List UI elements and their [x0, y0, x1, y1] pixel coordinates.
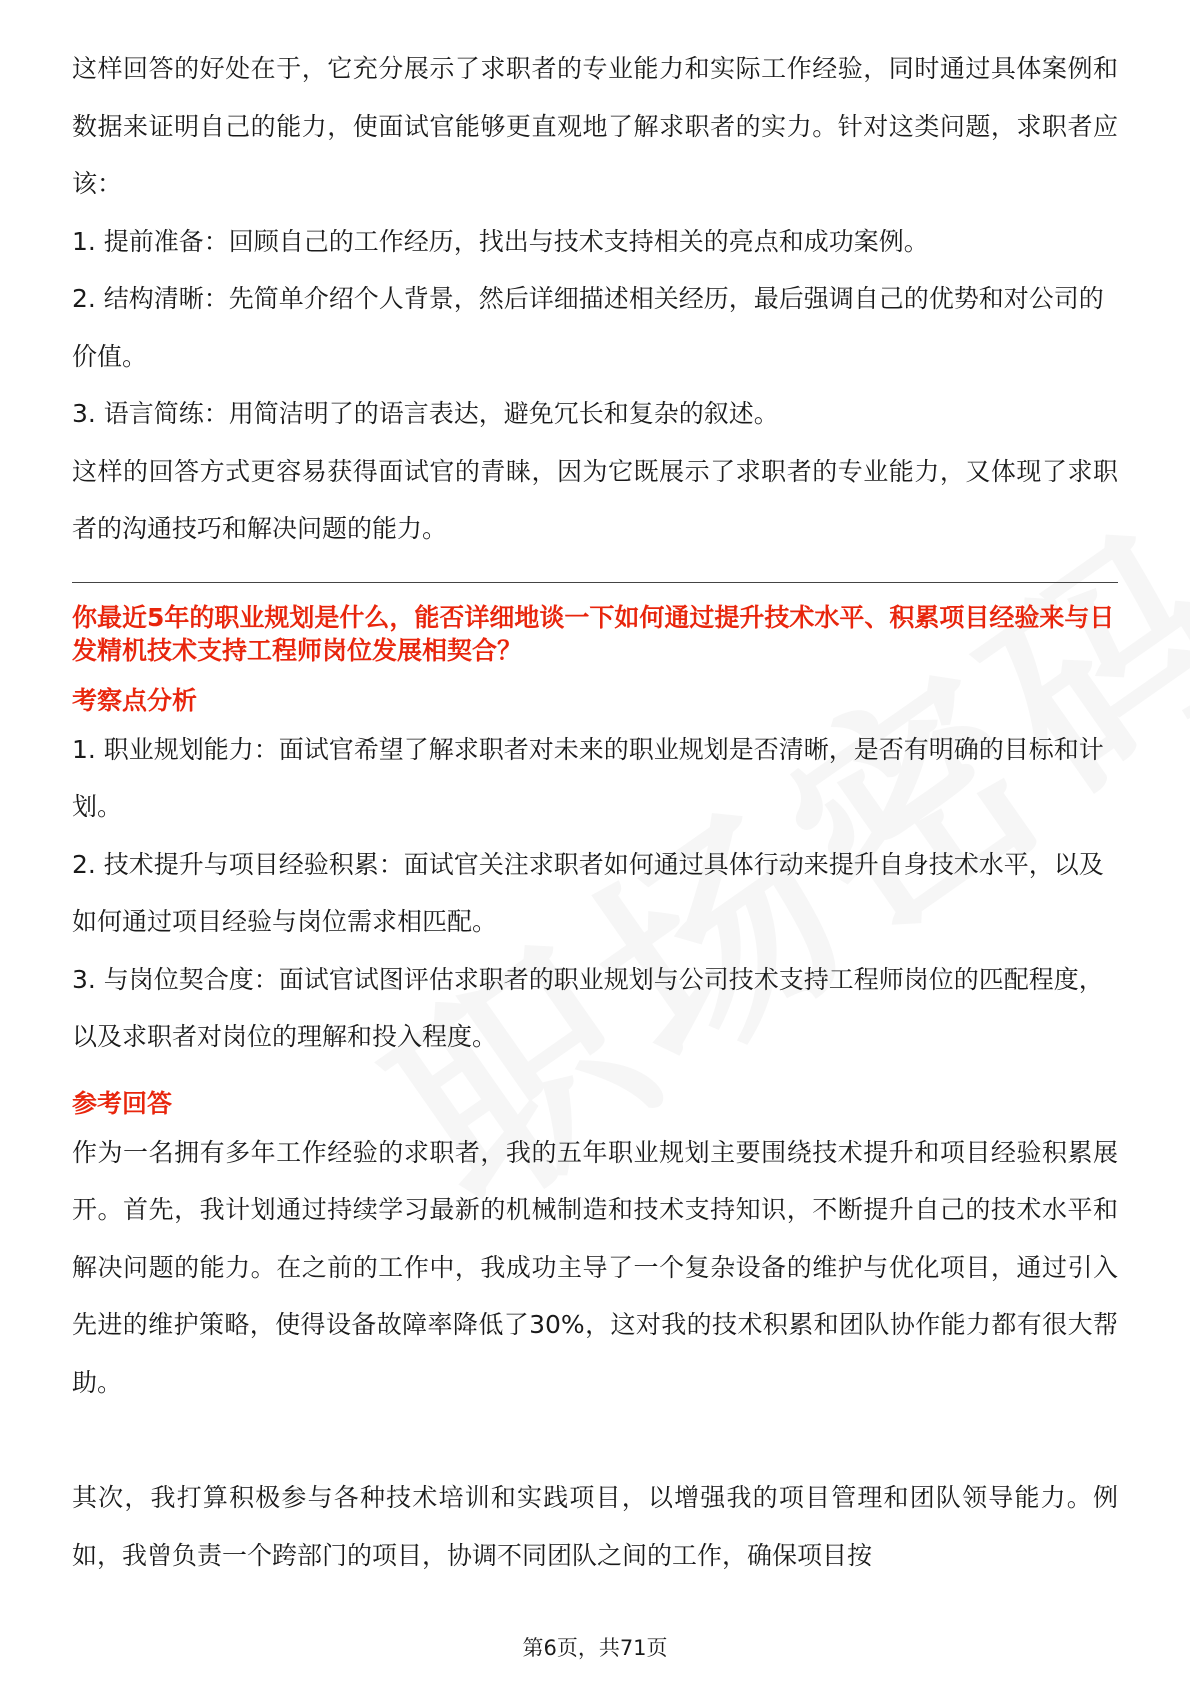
- page-footer: 第6页，共71页: [522, 1636, 668, 1660]
- analysis-item: 3. 与岗位契合度：面试官试图评估求职者的职业规划与公司技术支持工程师岗位的匹配程度，以及求职者对岗位的理解和投入程度。: [72, 964, 1104, 1051]
- intro-paragraph: 这样回答的好处在于，它充分展示了求职者的专业能力和实际工作经验，同时通过具体案例和数据来证明自己的能力，使面试官能够更直观地了解求职者的实力。针对这类问题，求职者应该：: [72, 54, 1118, 198]
- section-divider: [72, 582, 1118, 583]
- analysis-item: 1. 职业规划能力：面试官希望了解求职者对未来的职业规划是否清晰，是否有明确的目标和计划。: [72, 734, 1104, 821]
- answer-paragraph: 作为一名拥有多年工作经验的求职者，我的五年职业规划主要围绕技术提升和项目经验积累展开。首先，我计划通过持续学习最新的机械制造和技术支持知识，不断提升自己的技术水平和解决问题的能力。在之前的工作中，我成功主导了一个复杂设备的维护与优化项目，通过引入先进的维护策略，使得设备故障率降低了30%，这对我的技术积累和团队协作能力都有很大帮助。: [72, 1137, 1118, 1397]
- conclusion-paragraph: 这样的回答方式更容易获得面试官的青睐，因为它既展示了求职者的专业能力，又体现了求职者的沟通技巧和解决问题的能力。: [72, 456, 1118, 543]
- answer-paragraph: 其次，我打算积极参与各种技术培训和实践项目，以增强我的项目管理和团队领导能力。例如，我曾负责一个跨部门的项目，协调不同团队之间的工作，确保项目按: [72, 1483, 1118, 1570]
- analysis-item: 2. 技术提升与项目经验积累：面试官关注求职者如何通过具体行动来提升自身技术水平，以及如何通过项目经验与岗位需求相匹配。: [72, 849, 1104, 936]
- paragraph-spacer: [72, 1411, 1118, 1469]
- list-item: 1. 提前准备：回顾自己的工作经历，找出与技术支持相关的亮点和成功案例。: [72, 226, 929, 256]
- interview-question: 你最近5年的职业规划是什么，能否详细地谈一下如何通过提升技术水平、积累项目经验来与日发精机技术支持工程师岗位发展相契合？: [72, 602, 1115, 665]
- answer-title: 参考回答: [72, 1088, 173, 1118]
- document-page: [72, 40, 1118, 1584]
- list-item: 3. 语言简练：用简洁明了的语言表达，避免冗长和复杂的叙述。: [72, 399, 779, 428]
- analysis-title: 考察点分析: [72, 685, 198, 715]
- list-item: 2. 结构清晰：先简单介绍个人背景，然后详细描述相关经历，最后强调自己的优势和对公司的价值。: [72, 284, 1104, 371]
